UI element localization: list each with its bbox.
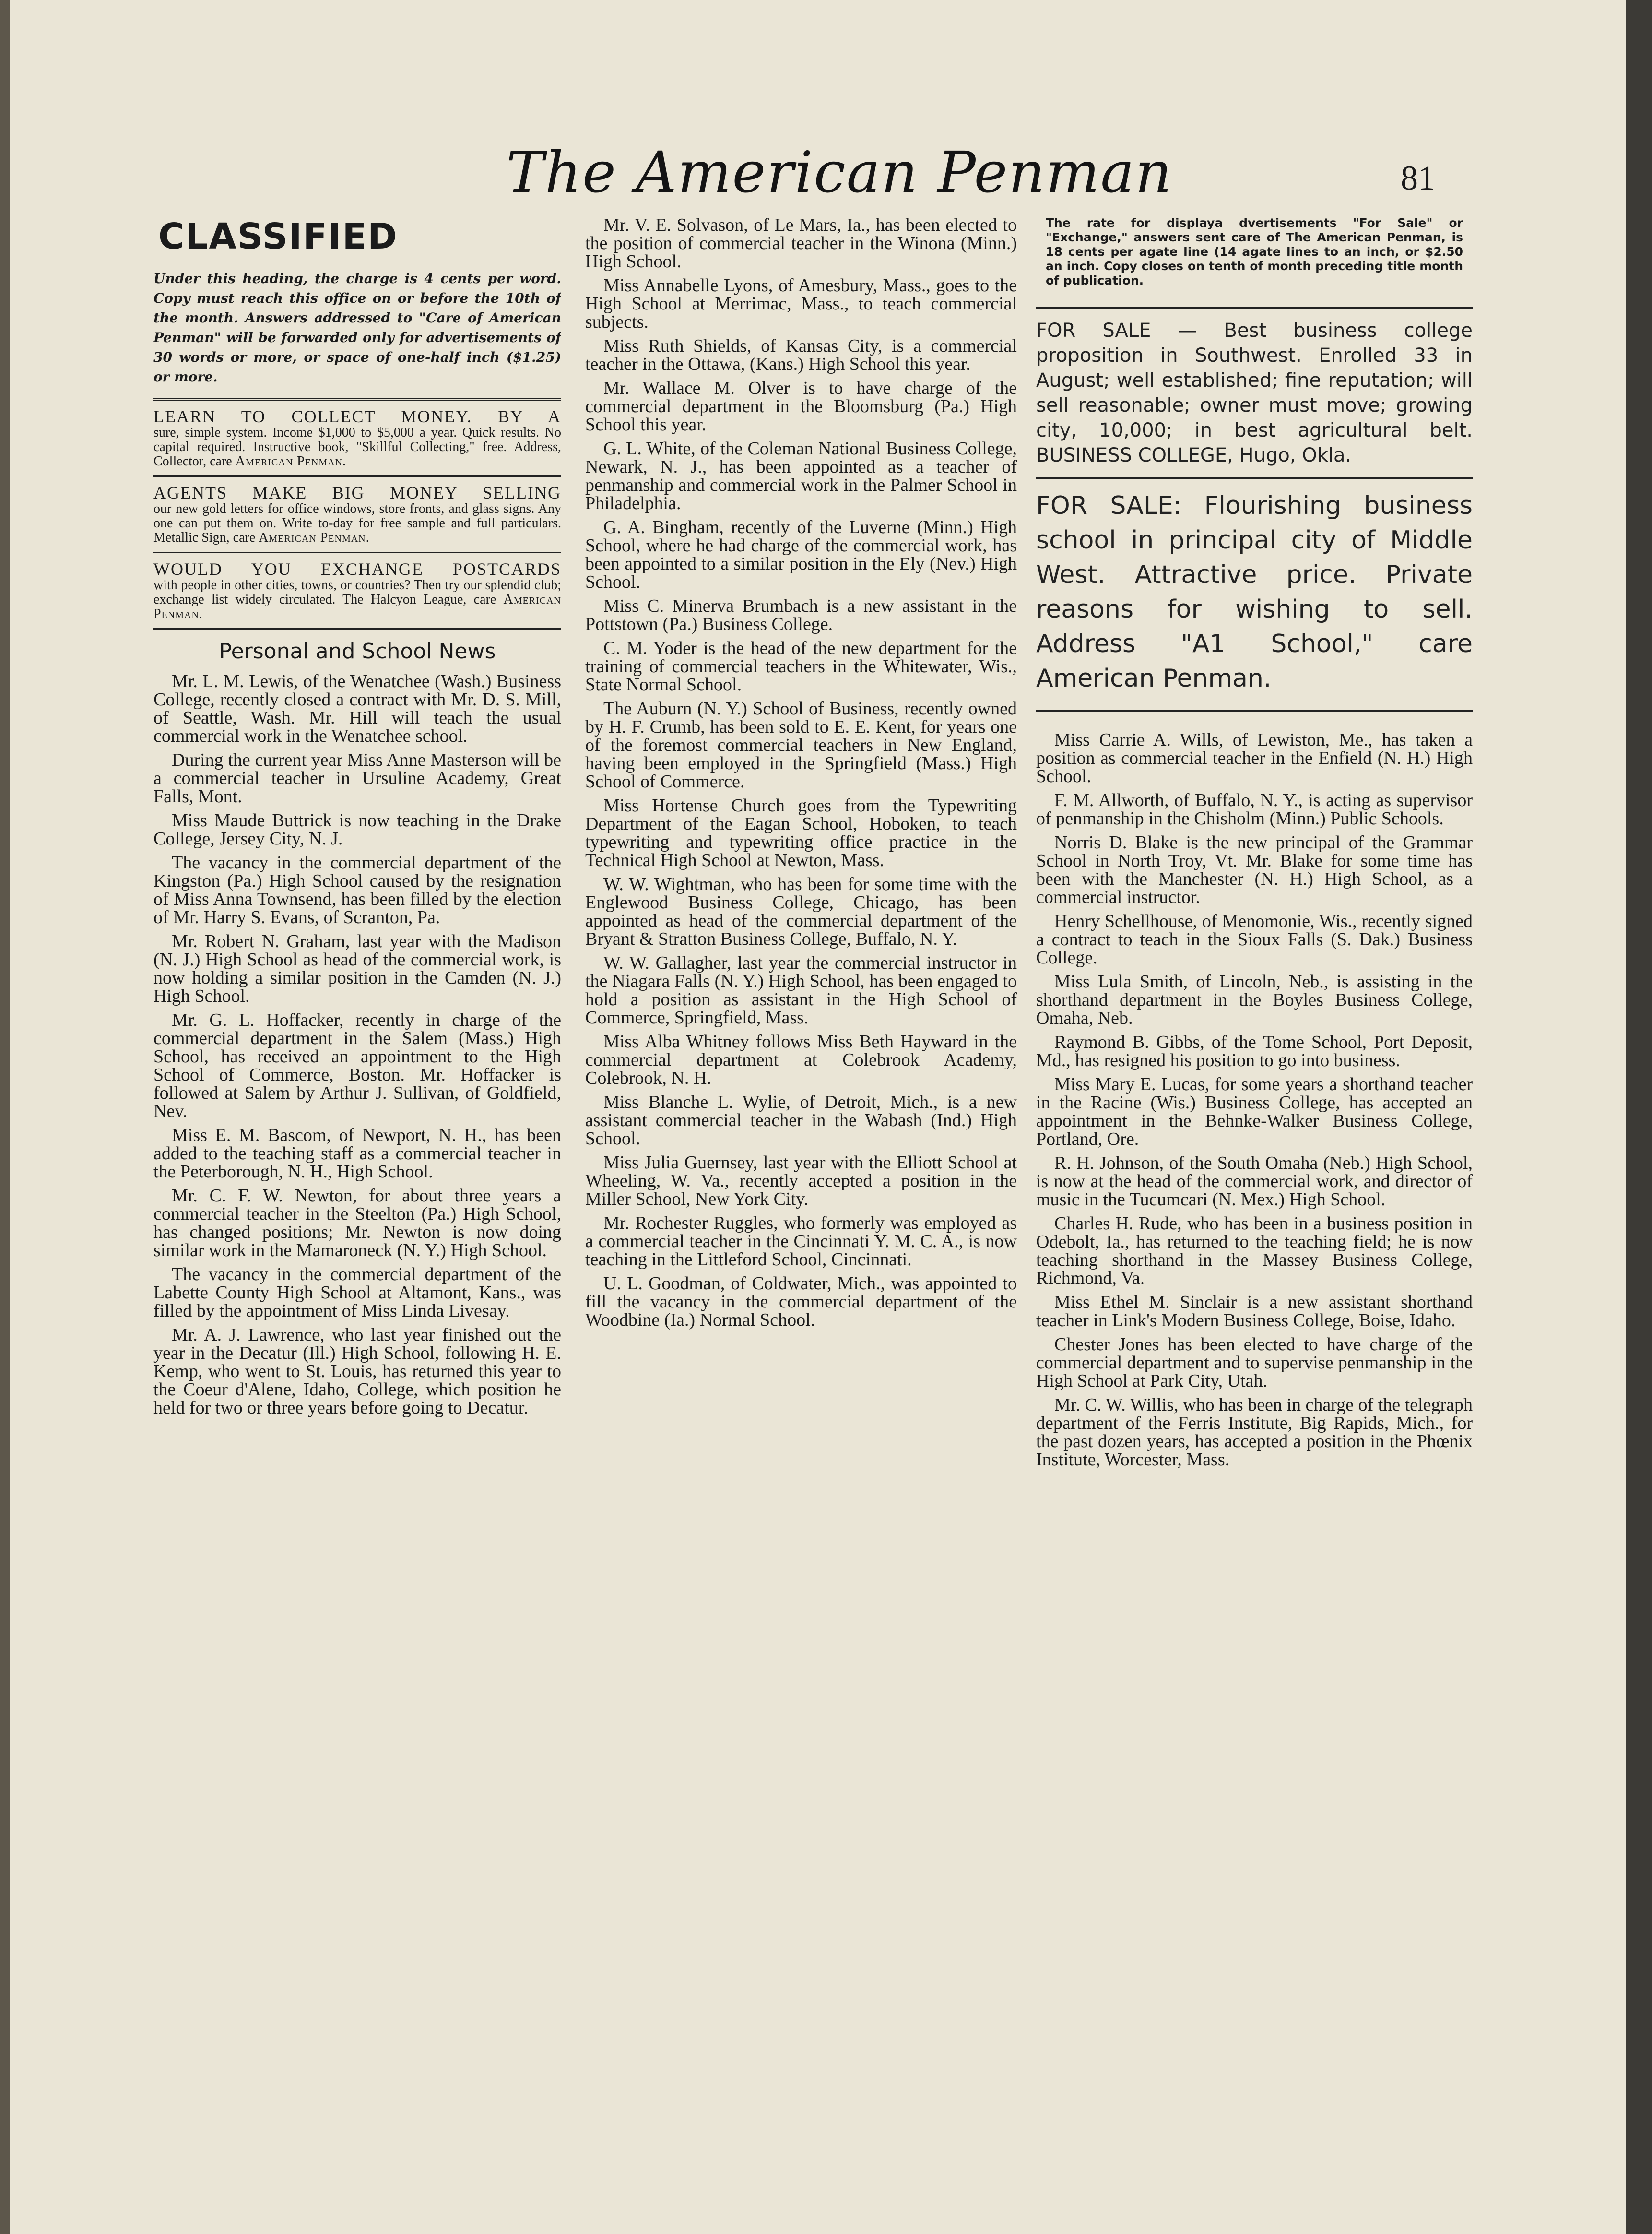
ad-body: with people in other cities, towns, or countries? Then try our splendid club; exchange list widely circulated. The Halcyon League, care American Penman. <box>153 578 561 621</box>
news-item: Miss Ruth Shields, of Kansas City, is a commercial teacher in the Ottawa, (Kans.) High School this year. <box>585 336 1017 374</box>
news-item: C. M. Yoder is the head of the new department for the training of commercial teachers in the Whitewater, Wis., State Normal School. <box>585 638 1017 695</box>
ad-headline: WOULD YOU EXCHANGE POSTCARDS <box>153 559 561 579</box>
ad-headline: LEARN TO COLLECT MONEY. BY A <box>153 407 561 426</box>
news-item: Miss Carrie A. Wills, of Lewiston, Me., has taken a position as commercial teacher in the Enfield (N. H.) High School. <box>1036 730 1473 786</box>
divider <box>1036 710 1473 712</box>
news-item: Chester Jones has been elected to have charge of the commercial department and to supervise penmanship in the High School at Park City, Utah. <box>1036 1334 1473 1391</box>
news-item: Mr. G. L. Hoffacker, recently in charge of the commercial department in the Salem (Mass.) High School, has received an appointment to the High School of Commerce, Boston. Mr. Hoffacker is followed at Salem by Arthur J. Sullivan, of Goldfield, Nev. <box>153 1010 561 1121</box>
ad-body: our new gold letters for office windows, store fronts, and glass signs. Any one can put them on. Write to-day for free sample and full particulars. Metallic Sign, care American Penman. <box>153 501 561 545</box>
news-item: During the current year Miss Anne Masterson will be a commercial teacher in Ursuline Academy, Great Falls, Mont. <box>153 750 561 807</box>
ad-signature: American Penman. <box>153 592 561 621</box>
news-item: Miss E. M. Bascom, of Newport, N. H., has been added to the teaching staff as a commercial teacher in the Peterborough, N. H., High School. <box>153 1125 561 1182</box>
column-3 <box>1036 216 1473 2198</box>
news-item: G. A. Bingham, recently of the Luverne (Minn.) High School, where he had charge of the commercial work, has been appointed to a similar position in the Ely (Nev.) High School. <box>585 517 1017 592</box>
news-item: Miss Ethel M. Sinclair is a new assistant shorthand teacher in Link's Modern Business College, Boise, Idaho. <box>1036 1292 1473 1331</box>
divider <box>1036 307 1473 309</box>
news-column-1 <box>153 672 561 1417</box>
classified-intro: Under this heading, the charge is 4 cents per word. Copy must reach this office on or before the 10th of the month. Answers addressed to "Care of American Penman" will be forwarded only for advertisements of 30 words or more, or space of one-half inch ($1.25) or more. <box>153 271 561 385</box>
for-sale-ad: FOR SALE: Flourishing business school in principal city of Middle West. Attractive price. Private reasons for wishing to sell. Address "A1 School," care American Penman. <box>1036 491 1473 693</box>
news-item: The vacancy in the commercial department of the Labette County High School at Altamont, Kans., was filled by the appointment of Miss Linda Livesay. <box>153 1264 561 1321</box>
magazine-page <box>10 0 1626 2234</box>
ad-signature: American Penman. <box>259 530 370 545</box>
masthead-title: The American Penman <box>506 139 1173 205</box>
news-item: Miss Alba Whitney follows Miss Beth Hayward in the commercial department at Colebrook Academy, Colebrook, N. H. <box>585 1032 1017 1088</box>
classified-ad <box>153 407 561 469</box>
news-item: W. W. Wightman, who has been for some time with the Englewood Business College, Chicago, has been appointed as head of the commercial department of the Bryant & Stratton Business College, Buffalo, N. Y. <box>585 874 1017 949</box>
news-item: Miss Blanche L. Wylie, of Detroit, Mich., is a new assistant commercial teacher in the Wabash (Ind.) High School. <box>585 1092 1017 1149</box>
news-item: Norris D. Blake is the new principal of the Grammar School in North Troy, Vt. Mr. Blake for some time has been with the Manchester (N. H.) High School, as a commercial instructor. <box>1036 832 1473 907</box>
for-sale-ad: FOR SALE — Best business college proposition in Southwest. Enrolled 33 in August; well established; fine reputation; will sell reasonable; owner must move; growing city, 10,000; in best agricultural belt. BUSINESS COLLEGE, Hugo, Okla. <box>1036 320 1473 466</box>
column-1 <box>153 216 561 2198</box>
news-item: Miss Hortense Church goes from the Typewriting Department of the Eagan School, Hoboken, to teach typewriting and typewriting office practice in the Technical High School at Newton, Mass. <box>585 796 1017 870</box>
column-2 <box>585 216 1017 2198</box>
ad-signature: American Penman. <box>235 454 347 469</box>
news-item: W. W. Gallagher, last year the commercial instructor in the Niagara Falls (N. Y.) High School, has been engaged to hold a position as assistant in the High School of Commerce, Springfield, Mass. <box>585 953 1017 1028</box>
news-item: G. L. White, of the Coleman National Business College, Newark, N. J., has been appointed as a teacher of penmanship and commercial work in the Palmer School in Philadelphia. <box>585 439 1017 513</box>
classified-ad <box>153 560 561 621</box>
news-item: The Auburn (N. Y.) School of Business, recently owned by H. F. Crumb, has been sold to E. E. Kent, for years one of the foremost commercial teachers in New England, having been employed in the Springfield (Mass.) High School of Commerce. <box>585 699 1017 792</box>
ad-body: sure, simple system. Income $1,000 to $5,000 a year. Quick results. No capital required. Instructive book, "Skillful Collecting," free. Address, Collector, care American Penman. <box>153 425 561 469</box>
news-item: Charles H. Rude, who has been in a business position in Odebolt, Ia., has returned to the teaching field; he is now teaching shorthand in the Massey Business College, Richmond, Va. <box>1036 1213 1473 1288</box>
divider <box>153 628 561 630</box>
news-item: Mr. A. J. Lawrence, who last year finished out the year in the Decatur (Ill.) High School, following H. E. Kemp, who went to St. Louis, has returned this year to the Coeur d'Alene, Idaho, College, which position he held for two or three years before going to Decatur. <box>153 1325 561 1418</box>
page-number: 81 <box>1401 159 1435 197</box>
news-item: Miss Maude Buttrick is now teaching in the Drake College, Jersey City, N. J. <box>153 810 561 849</box>
news-item: Miss Mary E. Lucas, for some years a shorthand teacher in the Racine (Wis.) Business College, has accepted an appointment in the Behnke-Walker Business College, Portland, Ore. <box>1036 1074 1473 1149</box>
ad-headline: AGENTS MAKE BIG MONEY SELLING <box>153 483 561 502</box>
news-item: Mr. C. F. W. Newton, for about three years a commercial teacher in the Steelton (Pa.) High School, has changed positions; Mr. Newton is now doing similar work in the Mamaroneck (N. Y.) High School. <box>153 1186 561 1260</box>
news-item: Miss Annabelle Lyons, of Amesbury, Mass., goes to the High School at Merrimac, Mass., to teach commercial subjects. <box>585 275 1017 332</box>
rate-notice: The rate for displaya dvertisements "For Sale" or "Exchange," answers sent care of The American Penman, is 18 cents per agate line (14 agate lines to an inch, or $2.50 an inch. Copy closes on tenth of month preceding title month of publication. <box>1046 216 1463 287</box>
divider <box>153 398 561 401</box>
news-item: Mr. L. M. Lewis, of the Wenatchee (Wash.) Business College, recently closed a contract with Mr. D. S. Mill, of Seattle, Wash. Mr. Hill will teach the usual commercial work in the Wenatchee school. <box>153 671 561 746</box>
news-item: Raymond B. Gibbs, of the Tome School, Port Deposit, Md., has resigned his position to go into business. <box>1036 1032 1473 1070</box>
news-column-2 <box>585 216 1017 1329</box>
news-item: Miss Julia Guernsey, last year with the Elliott School at Wheeling, W. Va., recently accepted a position in the Miller School, New York City. <box>585 1153 1017 1209</box>
news-item: Henry Schellhouse, of Menomonie, Wis., recently signed a contract to teach in the Sioux Falls (S. Dak.) Business College. <box>1036 911 1473 968</box>
section-heading: Personal and School News <box>219 639 496 664</box>
news-item: Mr. Robert N. Graham, last year with the Madison (N. J.) High School as head of the commercial work, is now holding a similar position in the Camden (N. J.) High School. <box>153 931 561 1006</box>
news-column-3 <box>1036 731 1473 1469</box>
divider <box>153 552 561 553</box>
news-item: F. M. Allworth, of Buffalo, N. Y., is acting as supervisor of penmanship in the Chisholm (Minn.) Public Schools. <box>1036 790 1473 829</box>
news-item: Miss C. Minerva Brumbach is a new assistant in the Pottstown (Pa.) Business College. <box>585 596 1017 634</box>
classified-ad <box>153 484 561 545</box>
divider <box>153 475 561 477</box>
news-item: R. H. Johnson, of the South Omaha (Neb.) High School, is now at the head of the commercial work, and director of music in the Tucumcari (N. Mex.) High School. <box>1036 1153 1473 1210</box>
news-item: Mr. Wallace M. Olver is to have charge of the commercial department in the Bloomsburg (Pa.) High School this year. <box>585 378 1017 435</box>
divider <box>1036 477 1473 479</box>
classified-heading: CLASSIFIED <box>158 216 398 257</box>
news-item: U. L. Goodman, of Coldwater, Mich., was appointed to fill the vacancy in the commercial department of the Woodbine (Ia.) Normal School. <box>585 1273 1017 1330</box>
news-item: Mr. Rochester Ruggles, who formerly was employed as a commercial teacher in the Cincinnati Y. M. C. A., is now teaching in the Littleford School, Cincinnati. <box>585 1213 1017 1270</box>
binding-spine <box>0 0 10 2234</box>
news-item: Mr. C. W. Willis, who has been in charge of the telegraph department of the Ferris Institute, Big Rapids, Mich., for the past dozen years, has accepted a position in the Phœnix Institute, Worcester, Mass. <box>1036 1395 1473 1470</box>
news-item: Mr. V. E. Solvason, of Le Mars, Ia., has been elected to the position of commercial teacher in the Winona (Minn.) High School. <box>585 216 1017 272</box>
news-item: Miss Lula Smith, of Lincoln, Neb., is assisting in the shorthand department in the Boyles Business College, Omaha, Neb. <box>1036 972 1473 1028</box>
news-item: The vacancy in the commercial department of the Kingston (Pa.) High School caused by the resignation of Miss Anna Townsend, has been filled by the election of Mr. Harry S. Evans, of Scranton, Pa. <box>153 853 561 927</box>
